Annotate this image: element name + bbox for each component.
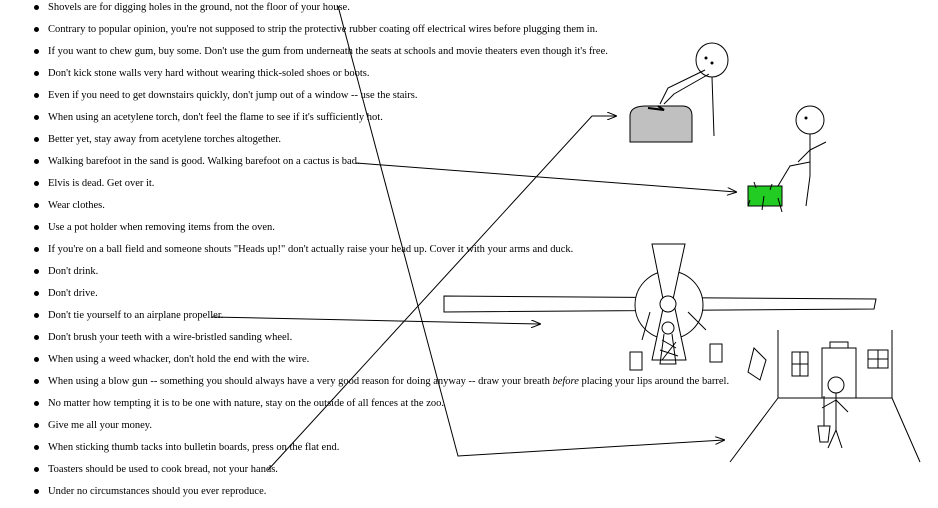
shovel-arrow [338,6,724,456]
cactus-person-head [796,106,824,134]
tip-text: When using an acetylene torch, don't feel the flame to see if it's sufficiently hot. [48,112,383,123]
tip-text: Better yet, stay away from acetylene torches altogether. [48,134,281,145]
window-left [792,352,808,376]
tip-text: Shovels are for digging holes in the ground, not the floor of your house. [48,2,350,13]
tip-text: No matter how tempting it is to be one with nature, stay on the outside of all fences at the zoo. [48,398,444,409]
landing-gear-left [630,352,642,370]
tip-text: Walking barefoot in the sand is good. Walking barefoot on a cactus is bad. [48,156,360,167]
landing-gear-right [710,344,722,362]
tip-text: Contrary to popular opinion, you're not supposed to strip the protective rubber coating off electrical wires before plugging them in. [48,24,598,35]
tip-text: Under no circumstances should you ever reproduce. [48,486,267,497]
tip-text: Don't tie yourself to an airplane propeller. [48,310,224,321]
propeller-arrow [212,317,540,324]
tip-text: Use a pot holder when removing items from the oven. [48,222,275,233]
tip-text: When sticking thumb tacks into bulletin boards, press on the flat end. [48,442,340,453]
tip-text: Elvis is dead. Get over it. [48,178,155,189]
tip-text: Give me all your money. [48,420,153,431]
airplane-figure [444,244,876,370]
tip-text: Wear clothes. [48,200,105,211]
picture-frame [748,348,766,380]
tip-text: Don't kick stone walls very hard without wearing thick-soled shoes or boots. [48,68,370,79]
propeller-hub [660,296,676,312]
shovel-person-head [828,377,844,393]
cactus-shape [748,186,782,206]
tip-text: When using a blow gun -- something you should always have a very good reason for doing anyway -- draw your breath before placing your lips around the barrel. [48,376,730,387]
tip-text: Don't drink. [48,266,99,277]
tip-text: When using a weed whacker, don't hold the end with the wire. [48,354,310,365]
tip-text: Don't brush your teeth with a wire-bristled sanding wheel. [48,332,293,343]
tip-text: Don't drive. [48,288,98,299]
house-figure [730,330,920,462]
toaster-shape [630,106,692,142]
door [822,348,856,398]
connector-lines [212,6,736,470]
cactus-arrow [356,163,736,192]
cactus-figure [748,106,826,212]
tip-text: Toasters should be used to cook bread, not your hands. [48,464,278,475]
tip-text: Even if you need to get downstairs quickly, don't jump out of a window -- use the stairs. [48,90,418,101]
toaster-figure [630,43,728,142]
window-right [868,350,888,368]
shovel [818,396,830,442]
tip-text: If you're on a ball field and someone shouts "Heads up!" don't actually raise your head up. Cover it with your arms and duck. [48,244,574,255]
tip-text: If you want to chew gum, buy some. Don't use the gum from underneath the seats at schools and movie theaters even though it's free. [48,46,608,57]
